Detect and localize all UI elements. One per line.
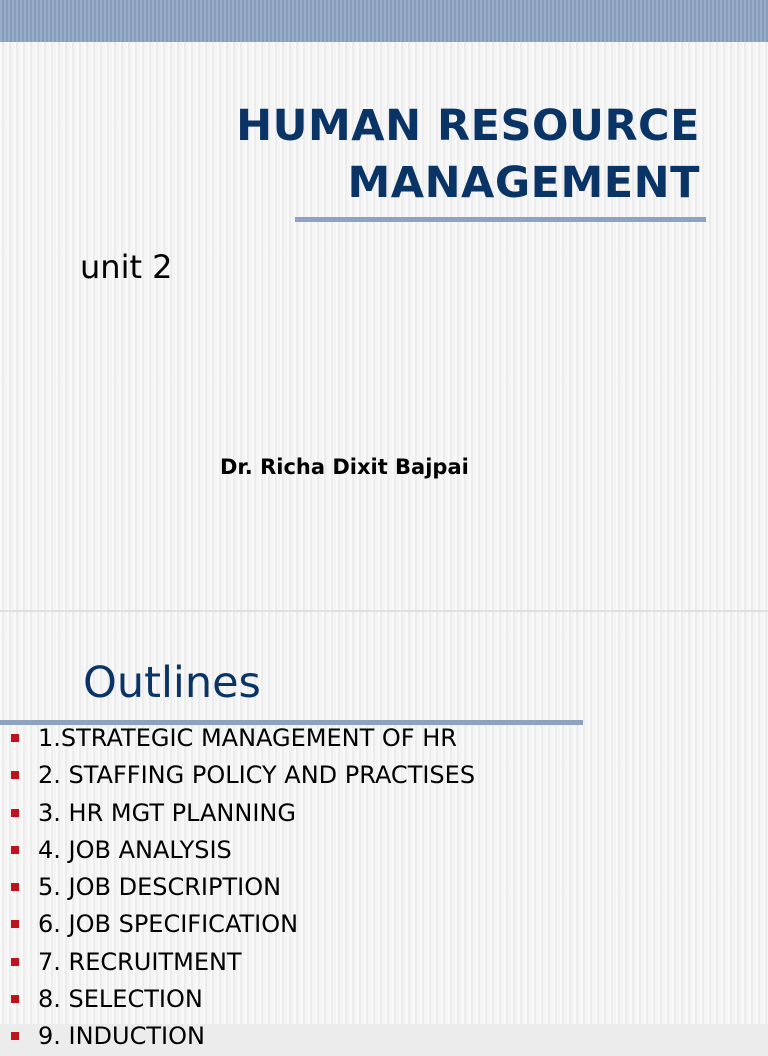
list-item xyxy=(0,757,475,794)
square-bullet-icon xyxy=(11,734,19,742)
slide-title-line-1: HUMAN RESOURCE xyxy=(236,101,700,151)
square-bullet-icon xyxy=(11,809,19,817)
outline-slide xyxy=(0,612,768,1051)
list-item xyxy=(0,906,475,943)
list-item xyxy=(0,795,475,832)
list-item-text: 7. RECRUITMENT xyxy=(38,947,242,976)
square-bullet-icon xyxy=(11,995,19,1003)
square-bullet-icon xyxy=(11,1032,19,1040)
list-item-text: 9. INDUCTION xyxy=(38,1022,205,1051)
list-item-text: 3. HR MGT PLANNING xyxy=(38,798,296,827)
list-item-text: 2. STAFFING POLICY AND PRACTISES xyxy=(38,761,476,790)
slide-title-line-2: MANAGEMENT xyxy=(347,158,700,208)
list-item xyxy=(0,832,475,869)
author-name: Dr. Richa Dixit Bajpai xyxy=(220,455,469,479)
outline-list xyxy=(0,720,475,1056)
list-item xyxy=(0,1018,475,1055)
square-bullet-icon xyxy=(11,846,19,854)
header-accent-bar xyxy=(0,0,768,42)
list-item-text: 4. JOB ANALYSIS xyxy=(38,835,232,864)
list-item xyxy=(0,981,475,1018)
list-item xyxy=(0,944,475,981)
square-bullet-icon xyxy=(11,771,19,779)
list-item-text: 5. JOB DESCRIPTION xyxy=(38,873,282,902)
list-item-text: 8. SELECTION xyxy=(38,985,203,1014)
slide-title xyxy=(140,98,700,212)
square-bullet-icon xyxy=(11,920,19,928)
square-bullet-icon xyxy=(11,883,19,891)
outline-heading: Outlines xyxy=(83,658,261,708)
square-bullet-icon xyxy=(11,958,19,966)
list-item xyxy=(0,720,475,757)
list-item xyxy=(0,869,475,906)
list-item-text: 6. JOB SPECIFICATION xyxy=(38,910,299,939)
title-underline-rule xyxy=(295,217,706,222)
list-item-text: 1.STRATEGIC MANAGEMENT OF HR xyxy=(38,724,457,752)
slide-subtitle: unit 2 xyxy=(80,248,173,286)
